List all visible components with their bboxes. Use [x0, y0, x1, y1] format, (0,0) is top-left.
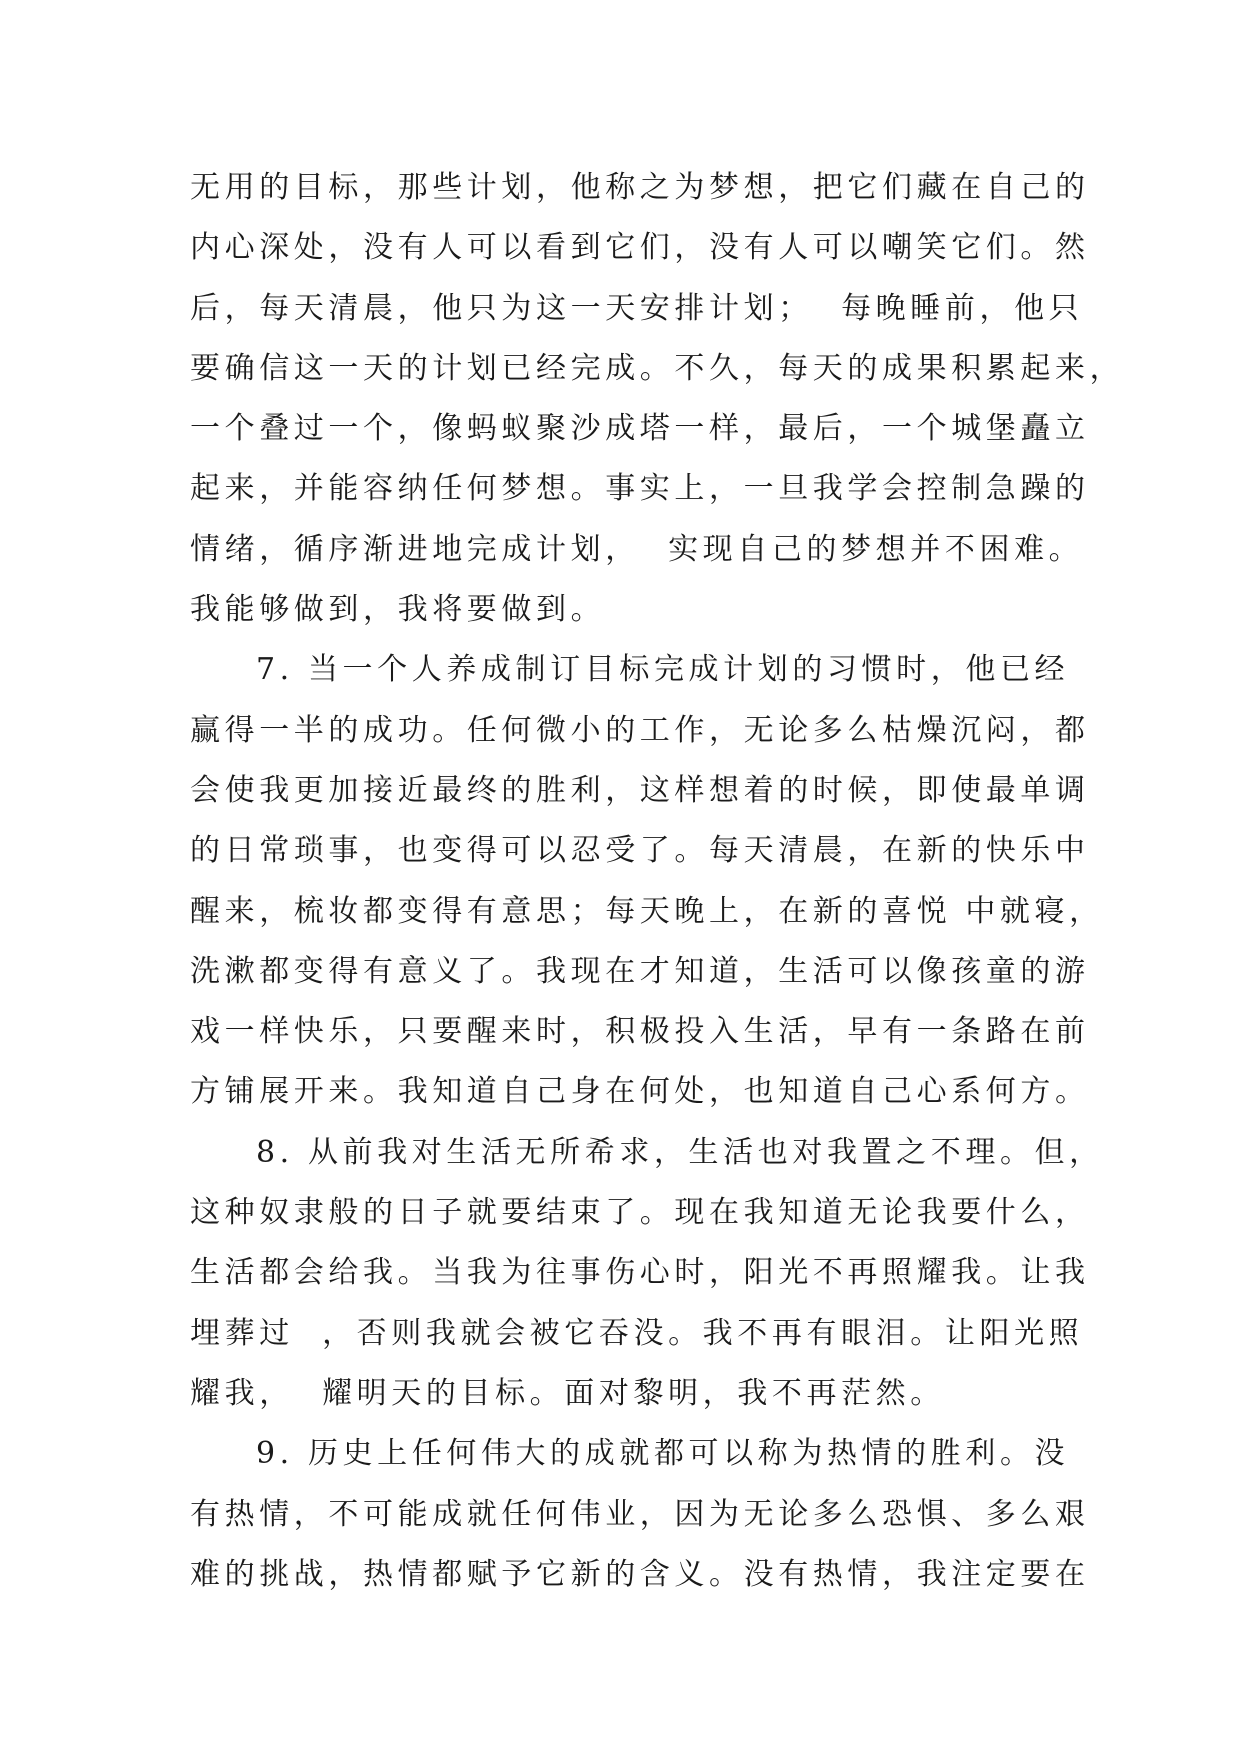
- text-line: 情绪，循序渐进地完成计划， 实现自己的梦想并不困难。: [190, 531, 1084, 567]
- text-line: 8. 从前我对生活无所希求，生活也对我置之不理。但，: [256, 1134, 1104, 1170]
- text-line: 7. 当一个人养成制订目标完成计划的习惯时，他已经: [256, 652, 1070, 688]
- text-line: 埋葬过 ，否则我就会被它吞没。我不再有眼泪。让阳光照: [190, 1315, 1084, 1351]
- text-line: 要确信这一天的计划已经完成。不久，每天的成果积累起来，: [190, 350, 1125, 386]
- text-line: 无用的目标，那些计划，他称之为梦想，把它们藏在自己的: [190, 170, 1090, 205]
- text-line: 洗漱都变得有意义了。我现在才知道，生活可以像孩童的游: [190, 953, 1090, 989]
- text-line: 戏一样快乐，只要醒来时，积极投入生活，早有一条路在前: [190, 1014, 1090, 1050]
- text-line: 后，每天清晨，他只为这一天安排计划； 每晚睡前，他只: [190, 290, 1084, 326]
- text-line: 难的挑战，热情都赋予它新的含义。没有热情，我注定要在: [190, 1556, 1090, 1592]
- text-line: 9. 历史上任何伟大的成就都可以称为热情的胜利。没: [256, 1436, 1070, 1472]
- body-text: [190, 158, 1125, 1605]
- text-line: 会使我更加接近最终的胜利，这样想着的时候，即使最单调: [190, 772, 1090, 808]
- text-line: 的日常琐事，也变得可以忍受了。每天清晨，在新的快乐中: [190, 833, 1090, 869]
- text-line: 方铺展开来。我知道自己身在何处，也知道自己心系何方。: [190, 1074, 1090, 1110]
- text-line: 起来，并能容纳任何梦想。事实上，一旦我学会控制急躁的: [190, 471, 1090, 507]
- text-line: 内心深处，没有人可以看到它们，没有人可以嘲笑它们。然: [190, 230, 1090, 266]
- text-line: 这种奴隶般的日子就要结束了。现在我知道无论我要什么，: [190, 1195, 1090, 1231]
- text-line: 耀我， 耀明天的目标。面对黎明，我不再茫然。: [190, 1375, 945, 1411]
- text-line: 赢得一半的成功。任何微小的工作，无论多么枯燥沉闷，都: [190, 712, 1090, 748]
- text-line: 我能够做到，我将要做到。: [190, 592, 606, 628]
- text-line: 有热情，不可能成就任何伟业，因为无论多么恐惧、多么艰: [190, 1496, 1090, 1532]
- text-line: 一个叠过一个，像蚂蚁聚沙成塔一样，最后，一个城堡矗立: [190, 411, 1090, 447]
- text-line: 醒来，梳妆都变得有意思；每天晚上，在新的喜悦 中就寝，: [190, 893, 1104, 929]
- text-line: 生活都会给我。当我为往事伤心时，阳光不再照耀我。让我: [190, 1255, 1090, 1291]
